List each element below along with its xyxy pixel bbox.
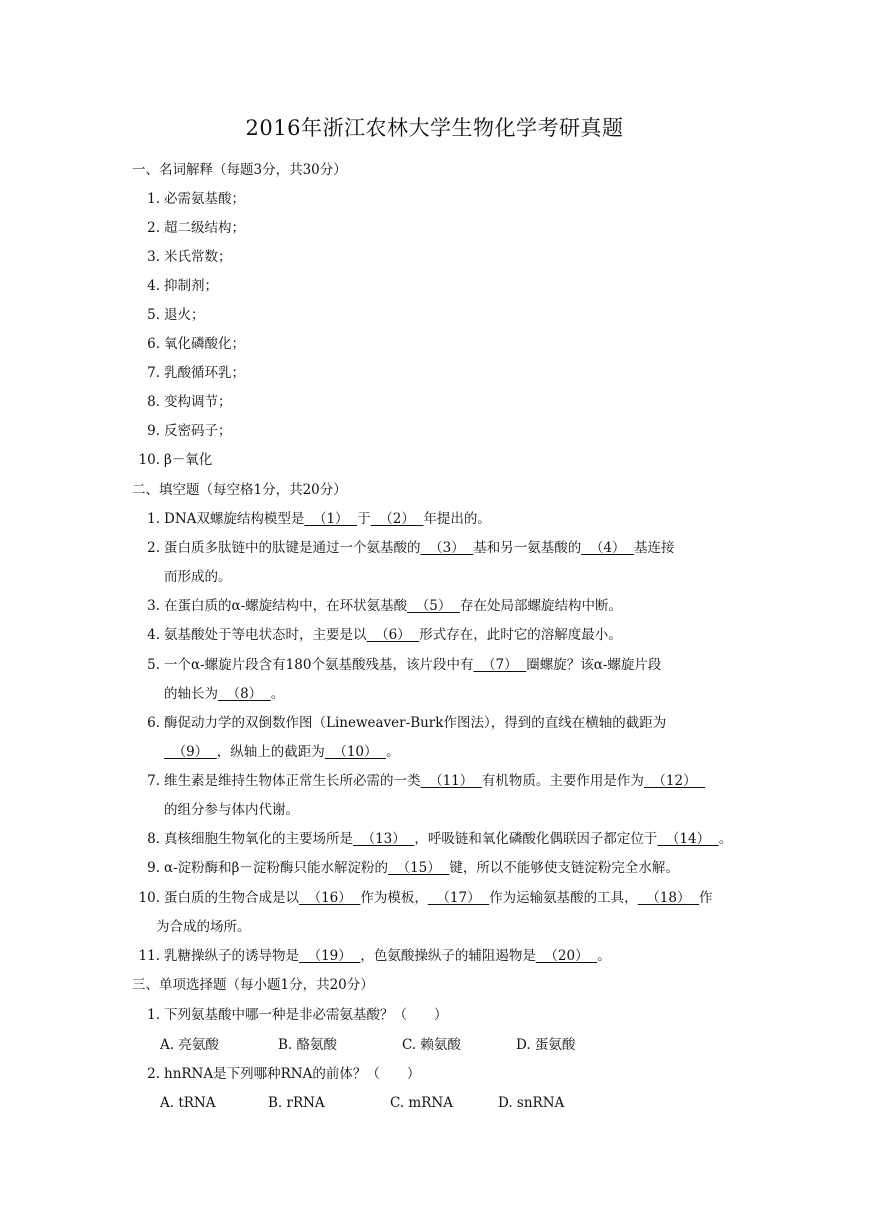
answer-blank: （3） bbox=[420, 540, 474, 556]
list-item: 8. 变构调节； bbox=[147, 394, 232, 410]
fill-question-5: 5. 一个α-螺旋片段含有180个氨基酸残基，该片段中有 （7） 圈螺旋？该α-螺旋片段 bbox=[147, 657, 662, 673]
answer-blank: （20） bbox=[535, 948, 598, 964]
option-a: A. tRNA bbox=[160, 1095, 216, 1111]
choice-question-2: 2. hnRNA是下列哪种RNA的前体？（ ） bbox=[147, 1066, 421, 1082]
page-title: 2016年浙江农林大学生物化学考研真题 bbox=[245, 116, 624, 140]
answer-blank: （4） bbox=[581, 540, 635, 556]
list-item: 5. 退火； bbox=[147, 307, 205, 323]
answer-blank: （9） bbox=[164, 744, 217, 760]
fill-question-1: 1. DNA双螺旋结构模型是 （1） 于 （2） 年提出的。 bbox=[147, 511, 491, 527]
fill-question-2: 2. 蛋白质多肽链中的肽键是通过一个氨基酸的 （3） 基和另一氨基酸的 （4） 基连接 bbox=[147, 540, 675, 556]
list-item: 10. β－氧化 bbox=[138, 452, 213, 468]
fill-question-6-continued: （9） ，纵轴上的截距为 （10） 。 bbox=[164, 744, 400, 760]
option-a: A. 亮氨酸 bbox=[160, 1037, 219, 1053]
fill-question-7-continued: 的组分参与体内代谢。 bbox=[164, 802, 299, 818]
section-3-heading: 三、单项选择题（每小题1分，共20分） bbox=[132, 977, 374, 993]
fill-question-5-continued: 的轴长为 （8） 。 bbox=[164, 686, 285, 702]
list-item: 3. 米氏常数； bbox=[147, 249, 232, 265]
answer-blank: （17） bbox=[427, 890, 490, 906]
list-item: 9. 反密码子； bbox=[147, 423, 232, 439]
choice-question-1: 1. 下列氨基酸中哪一种是非必需氨基酸？（ ） bbox=[147, 1007, 448, 1023]
fill-question-7: 7. 维生素是维持生物体正常生长所必需的一类 （11） 有机物质。主要作用是作为 （12） bbox=[147, 773, 706, 789]
choice-options-2 bbox=[160, 1093, 564, 1113]
answer-blank: （15） bbox=[387, 860, 450, 876]
list-item: 1. 必需氨基酸； bbox=[147, 191, 245, 207]
answer-blank: （12） bbox=[643, 773, 706, 789]
option-b: B. 酪氨酸 bbox=[278, 1037, 338, 1053]
fill-question-10: 10. 蛋白质的生物合成是以 （16） 作为模板， （17） 作为运输氨基酸的工具， （18） 作 bbox=[138, 890, 713, 906]
fill-question-3: 3. 在蛋白质的α-螺旋结构中，在环状氨基酸 （5） 存在处局部螺旋结构中断。 bbox=[147, 598, 622, 614]
choice-options-1 bbox=[160, 1035, 575, 1055]
fill-question-8: 8. 真核细胞生物氧化的主要场所是 （13） ，呼吸链和氧化磷酸化偶联因子都定位于 （14） 。 bbox=[147, 831, 733, 847]
answer-blank: （2） bbox=[370, 511, 424, 527]
fill-question-4: 4. 氨基酸处于等电状态时，主要是以 （6） 形式存在，此时它的溶解度最小。 bbox=[147, 627, 622, 643]
section-1-heading: 一、名词解释（每题3分，共30分） bbox=[132, 162, 347, 178]
list-item: 6. 氧化磷酸化； bbox=[147, 336, 245, 352]
option-c: C. 赖氨酸 bbox=[402, 1037, 461, 1053]
option-d: D. snRNA bbox=[498, 1095, 565, 1111]
fill-question-2-continued: 而形成的。 bbox=[164, 569, 232, 585]
fill-question-11: 11. 乳糖操纵子的诱导物是 （19） ，色氨酸操纵子的辅阻遏物是 （20） 。 bbox=[138, 948, 611, 964]
list-item: 2. 超二级结构； bbox=[147, 220, 245, 236]
answer-blank: （19） bbox=[299, 948, 361, 964]
option-d: D. 蛋氨酸 bbox=[516, 1037, 576, 1053]
answer-blank: （5） bbox=[407, 598, 460, 614]
section-2-heading: 二、填空题（每空格1分，共20分） bbox=[132, 482, 347, 498]
answer-blank: （13） bbox=[353, 831, 415, 847]
answer-blank: （6） bbox=[366, 627, 420, 643]
option-b: B. rRNA bbox=[268, 1095, 325, 1111]
answer-blank: （8） bbox=[218, 686, 271, 702]
answer-blank: （14） bbox=[657, 831, 719, 847]
answer-blank: （10） bbox=[324, 744, 387, 760]
fill-question-9: 9. α-淀粉酶和β－淀粉酶只能水解淀粉的 （15） 键，所以不能够使支链淀粉完全水解。 bbox=[147, 860, 679, 876]
answer-blank: （1） bbox=[304, 511, 358, 527]
list-item: 7. 乳酸循环乳； bbox=[147, 365, 245, 381]
answer-blank: （11） bbox=[420, 773, 482, 789]
fill-question-10-continued: 为合成的场所。 bbox=[156, 919, 251, 935]
fill-question-6: 6. 酶促动力学的双倒数作图（Lineweaver-Burk作图法），得到的直线在横轴的截距为 bbox=[147, 715, 667, 731]
option-c: C. mRNA bbox=[390, 1095, 453, 1111]
answer-blank: （7） bbox=[473, 657, 527, 673]
list-item: 4. 抑制剂； bbox=[147, 278, 218, 294]
answer-blank: （18） bbox=[637, 890, 700, 906]
answer-blank: （16） bbox=[299, 890, 361, 906]
